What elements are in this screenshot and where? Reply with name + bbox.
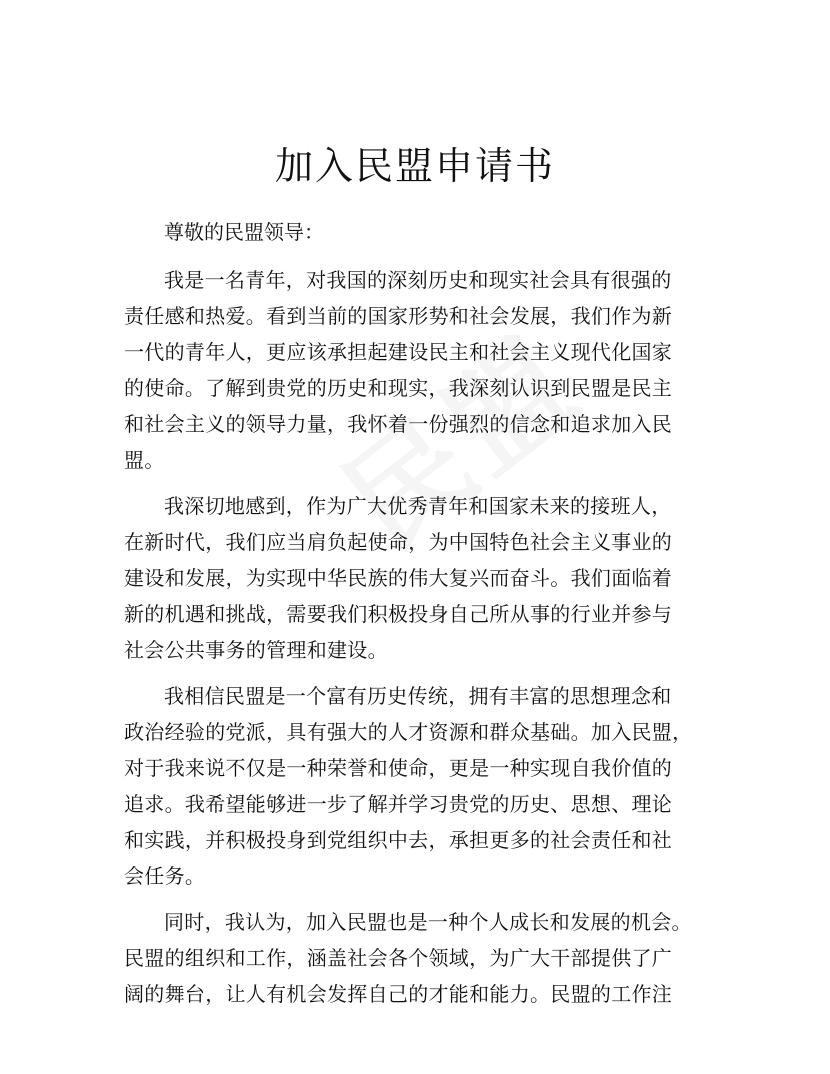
paragraph-1-line-1: 我是一名青年，对我国的深刻历史和现实社会具有很强的 (164, 268, 672, 292)
paragraph-1-line-2: 责任感和热爱。看到当前的国家形势和社会发展，我们作为新 (124, 304, 673, 328)
paragraph-3-line-4: 追求。我希望能够进一步了解并学习贵党的历史、思想、理论 (124, 792, 673, 816)
paragraph-1-line-3: 一代的青年人，更应该承担起建设民主和社会主义现代化国家 (124, 340, 673, 364)
paragraph-3-line-5: 和实践，并积极投身到党组织中去，承担更多的社会责任和社 (124, 828, 673, 852)
paragraph-3-line-1: 我相信民盟是一个富有历史传统，拥有丰富的思想理念和 (164, 684, 672, 708)
paragraph-3-line-3: 对于我来说不仅是一种荣誉和使命，更是一种实现自我价值的 (124, 756, 673, 780)
paragraph-3-line-6: 会任务。 (124, 864, 206, 888)
paragraph-2-line-2: 在新时代，我们应当肩负起使命，为中国特色社会主义事业的 (124, 530, 673, 554)
paragraph-2-line-4: 新的机遇和挑战，需要我们积极投身自己所从事的行业并参与 (124, 602, 673, 626)
paragraph-4-line-2: 民盟的组织和工作，涵盖社会各个领域，为广大干部提供了广 (124, 946, 673, 970)
paragraph-2-line-1: 我深切地感到，作为广大优秀青年和国家未来的接班人， (164, 494, 672, 518)
paragraph-2-line-5: 社会公共事务的管理和建设。 (124, 638, 388, 662)
paragraph-1-line-6: 盟。 (124, 448, 165, 472)
document-title: 加入民盟申请书 (274, 144, 555, 188)
paragraph-1-line-5: 和社会主义的领导力量，我怀着一份强烈的信念和追求加入民 (124, 412, 673, 436)
paragraph-4-line-1: 同时，我认为，加入民盟也是一种个人成长和发展的机会。 (164, 910, 692, 934)
paragraph-4-line-3: 阔的舞台，让人有机会发挥自己的才能和能力。民盟的工作注 (124, 982, 673, 1006)
paragraph-2-line-3: 建设和发展，为实现中华民族的伟大复兴而奋斗。我们面临着 (124, 566, 673, 590)
salutation: 尊敬的民盟领导： (164, 220, 324, 244)
paragraph-3-line-2: 政治经验的党派，具有强大的人才资源和群众基础。加入民盟， (124, 720, 693, 744)
paragraph-1-line-4: 的使命。了解到贵党的历史和现实，我深刻认识到民盟是民主 (124, 376, 673, 400)
